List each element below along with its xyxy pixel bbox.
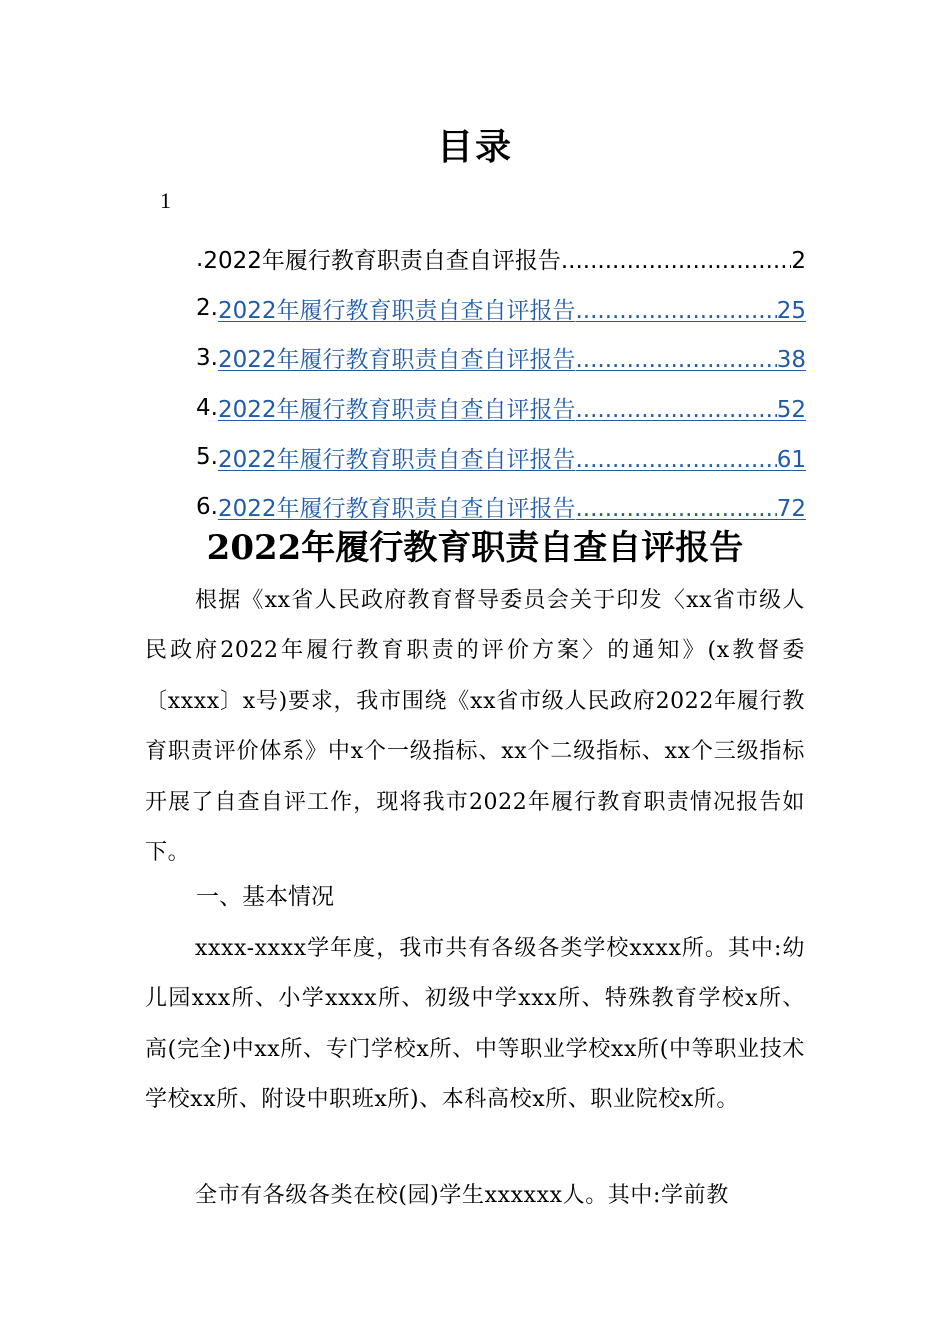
toc-entry-text: 2022年履行教育职责自查自评报告 xyxy=(217,397,576,424)
intro-paragraph: 根据《xx省人民政府教育督导委员会关于印发〈xx省市级人民政府2022年履行教育职责的评价方案〉的通知》(x教督委〔xxxx〕x号)要求，我市围绕《xx省市级人民政府2022年履行教育职责评价体系》中x个一级指标、xx个二级指标、xx个三级指标开展了自查自评工作，现将我市2022年履行教育职责情况报告如下。 xyxy=(145,588,805,866)
toc-leader-dots xyxy=(561,248,792,274)
section-heading: 一、基本情况 xyxy=(196,884,334,910)
toc-entry-number: . xyxy=(196,245,204,272)
toc-entry-link[interactable] xyxy=(218,391,806,424)
toc-entry-1[interactable] xyxy=(196,234,806,284)
toc-leader-dots xyxy=(576,347,777,373)
toc-entry-text: 2022年履行教育职责自查自评报告 xyxy=(203,248,561,275)
toc-entry-5[interactable] xyxy=(196,432,806,482)
toc-entry-link[interactable] xyxy=(218,292,806,325)
toc-entry-text: 2022年履行教育职责自查自评报告 xyxy=(217,297,576,324)
toc-title: 目录 xyxy=(436,126,513,168)
students-paragraph-block xyxy=(145,1171,805,1221)
toc-entry-4[interactable] xyxy=(196,383,806,433)
page-number: 1 xyxy=(160,188,171,213)
schools-paragraph-block xyxy=(145,924,805,1126)
toc-entry-page: 25 xyxy=(776,297,806,324)
toc-entry-page: 38 xyxy=(776,347,806,374)
toc-leader-dots xyxy=(576,496,777,522)
toc-entry-number: 3. xyxy=(196,344,218,371)
toc-entry-number: 6. xyxy=(196,493,218,520)
toc-leader-dots xyxy=(576,447,777,473)
toc-entry-link[interactable] xyxy=(218,441,806,474)
toc-entry-number: 2. xyxy=(196,295,218,322)
toc-leader-dots xyxy=(576,397,777,423)
toc-entry-page: 52 xyxy=(776,397,806,424)
toc-entry-number: 4. xyxy=(196,394,218,421)
document-title: 2022年履行教育职责自查自评报告 xyxy=(206,528,744,568)
toc-leader-dots xyxy=(576,298,777,324)
intro-paragraph-block xyxy=(145,576,805,878)
toc-entry-number: 5. xyxy=(196,444,218,471)
toc-entry-link[interactable] xyxy=(203,242,806,275)
students-paragraph: 全市有各级各类在校(园)学生xxxxxx人。其中:学前教 xyxy=(195,1183,729,1208)
toc-entry-link[interactable] xyxy=(218,490,806,523)
toc-entry-text: 2022年履行教育职责自查自评报告 xyxy=(217,347,576,374)
toc-entry-page: 72 xyxy=(776,496,806,523)
table-of-contents xyxy=(196,234,806,532)
schools-paragraph: xxxx-xxxx学年度，我市共有各级各类学校xxxx所。其中:幼儿园xxx所、小学xxxx所、初级中学xxx所、特殊教育学校x所、高(完全)中xx所、专门学校x所、中等职业学校xx所(中等职业技术学校xx所、附设中职班x所)、本科高校x所、职业院校x所。 xyxy=(145,936,805,1113)
toc-entry-page: 2 xyxy=(791,248,806,275)
toc-entry-3[interactable] xyxy=(196,333,806,383)
toc-entry-page: 61 xyxy=(776,446,806,473)
toc-entry-2[interactable] xyxy=(196,284,806,334)
toc-entry-text: 2022年履行教育职责自查自评报告 xyxy=(217,496,576,523)
toc-entry-text: 2022年履行教育职责自查自评报告 xyxy=(217,446,576,473)
toc-entry-link[interactable] xyxy=(218,341,806,374)
